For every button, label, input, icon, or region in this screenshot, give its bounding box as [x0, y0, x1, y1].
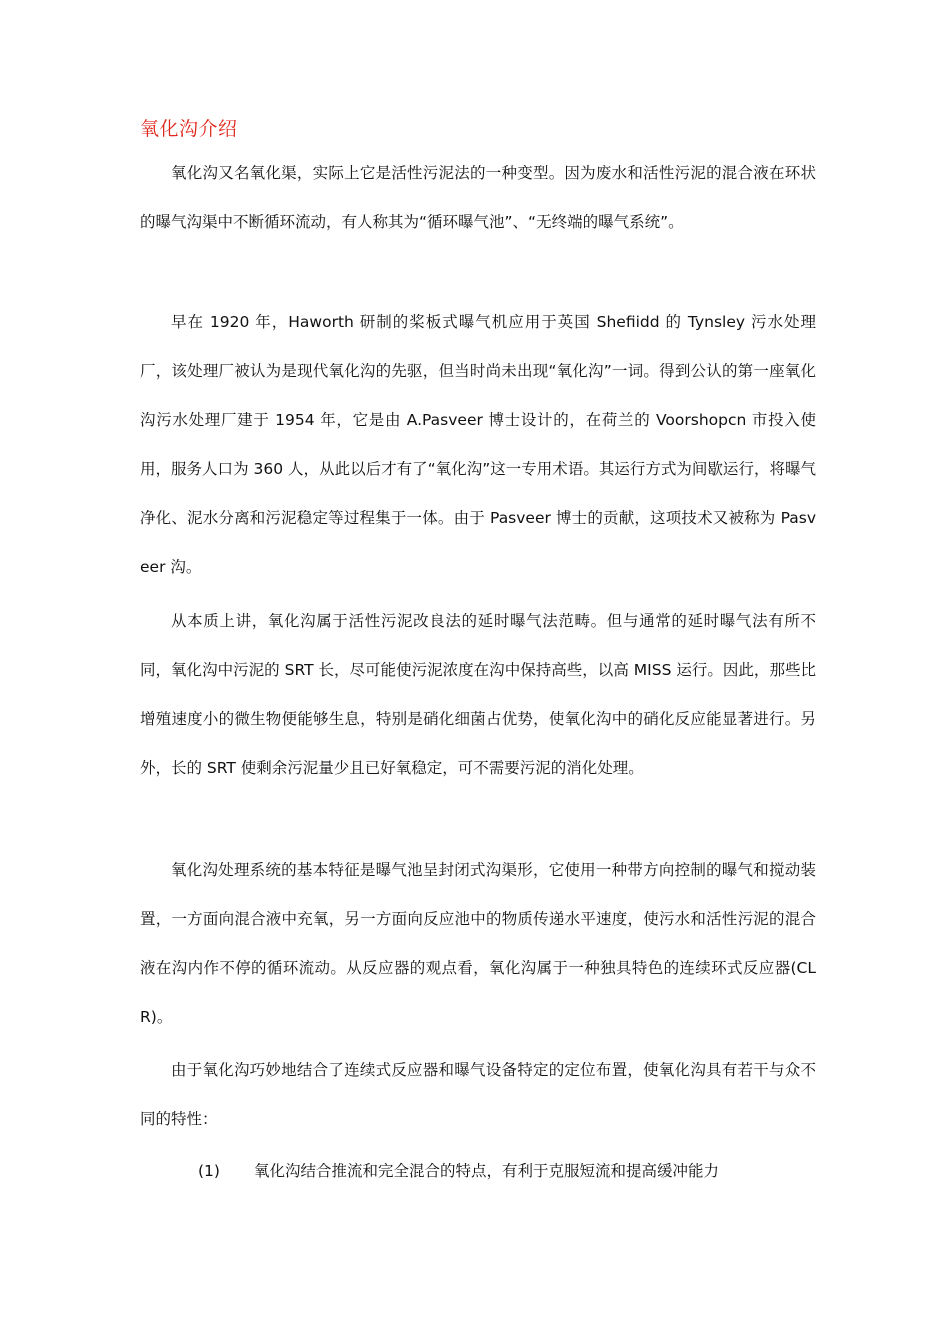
paragraph-characteristics-intro: 由于氧化沟巧妙地结合了连续式反应器和曝气设备特定的定位布置，使氧化沟具有若干与众不同的特性： — [140, 1061, 816, 1128]
document-title: 氧化沟介绍 — [140, 118, 238, 140]
paragraph-features: 氧化沟处理系统的基本特征是曝气池呈封闭式沟渠形，它使用一种带方向控制的曝气和搅动装置，一方面向混合液中充氧，另一方面向反应池中的物质传递水平速度，使污水和活性污泥的混合液在沟内作不停的循环流动。从反应器的观点看，氧化沟属于一种独具特色的连续环式反应器(CLR)。 — [140, 861, 816, 1026]
list-item — [198, 1147, 719, 1196]
paragraph-essence: 从本质上讲，氧化沟属于活性污泥改良法的延时曝气法范畴。但与通常的延时曝气法有所不同，氧化沟中污泥的 SRT 长，尽可能使污泥浓度在沟中保持高些，以高 MISS 运行。因此，那些比增殖速度小的微生物便能够生息，特别是硝化细菌占优势，使氧化沟中的硝化反应能显著进行。另外，长的 SRT 使剩余污泥量少且已好氧稳定，可不需要污泥的消化处理。 — [140, 612, 816, 777]
paragraph-history: 早在 1920 年，Haworth 研制的桨板式曝气机应用于英国 Shefiidd 的 Tynsley 污水处理厂，该处理厂被认为是现代氧化沟的先驱，但当时尚未出现“氧化沟”一词。得到公认的第一座氧化沟污水处理厂建于 1954 年，它是由 A.Pasveer 博士设计的，在荷兰的 Voorshopcn 市投入使用，服务人口为 360 人，从此以后才有了“氧化沟”这一专用术语。其运行方式为间歇运行，将曝气净化、泥水分离和污泥稳定等过程集于一体。由于 Pasveer 博士的贡献，这项技术又被称为 Pasveer 沟。 — [140, 313, 816, 576]
paragraph-definition: 氧化沟又名氧化渠，实际上它是活性污泥法的一种变型。因为废水和活性污泥的混合液在环状的曝气沟渠中不断循环流动，有人称其为“循环曝气池”、“无终端的曝气系统”。 — [140, 164, 816, 231]
list-item-number: (1) — [198, 1162, 220, 1180]
list-item-text: 氧化沟结合推流和完全混合的特点，有利于克服短流和提高缓冲能力 — [254, 1162, 720, 1180]
